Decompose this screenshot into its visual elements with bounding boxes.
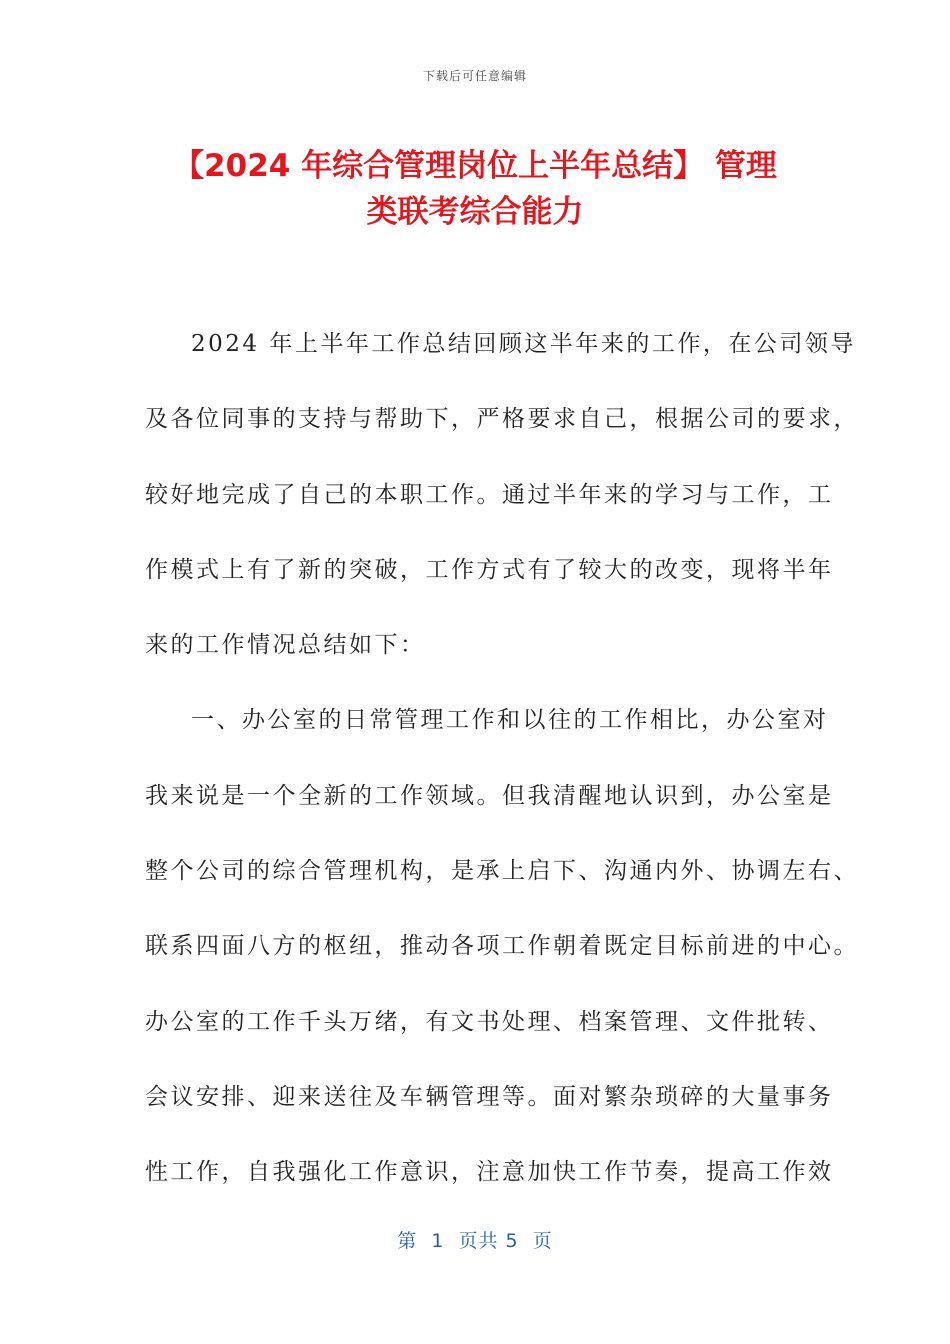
body-line: 作模式上有了新的突破，工作方式有了较大的改变，现将半年 <box>145 556 834 583</box>
title-line-2: 类联考综合能力 <box>366 194 584 230</box>
body-line: 一、办公室的日常管理工作和以往的工作相比，办公室对 <box>191 707 829 734</box>
body-line: 联系四面八方的枢纽，推动各项工作朝着既定目标前进的中心。 <box>145 933 859 960</box>
body-line: 我来说是一个全新的工作领域。但我清醒地认识到，办公室是 <box>145 782 834 809</box>
title-line-1: 【2024 年综合管理岗位上半年总结】 管理 <box>173 148 777 184</box>
body-line: 会议安排、迎来送往及车辆管理等。面对繁杂琐碎的大量事务 <box>145 1083 834 1110</box>
body-line: 整个公司的综合管理机构，是承上启下、沟通内外、协调左右、 <box>145 858 859 885</box>
page-number: 第 1 页共 5 页 <box>397 1230 553 1252</box>
header-note: 下载后可任意编辑 <box>422 69 527 83</box>
document-body <box>145 322 859 1226</box>
body-line: 较好地完成了自己的本职工作。通过半年来的学习与工作，工 <box>145 481 834 508</box>
body-line: 及各位同事的支持与帮助下，严格要求自己，根据公司的要求， <box>145 406 859 433</box>
document-title <box>120 143 830 235</box>
body-line: 2024 年上半年工作总结回顾这半年来的工作，在公司领导 <box>191 331 856 357</box>
body-line: 办公室的工作千头万绪，有文书处理、档案管理、文件批转、 <box>145 1008 834 1035</box>
body-line: 来的工作情况总结如下： <box>145 632 426 659</box>
body-line: 性工作，自我强化工作意识，注意加快工作节奏，提高工作效 <box>145 1159 834 1186</box>
